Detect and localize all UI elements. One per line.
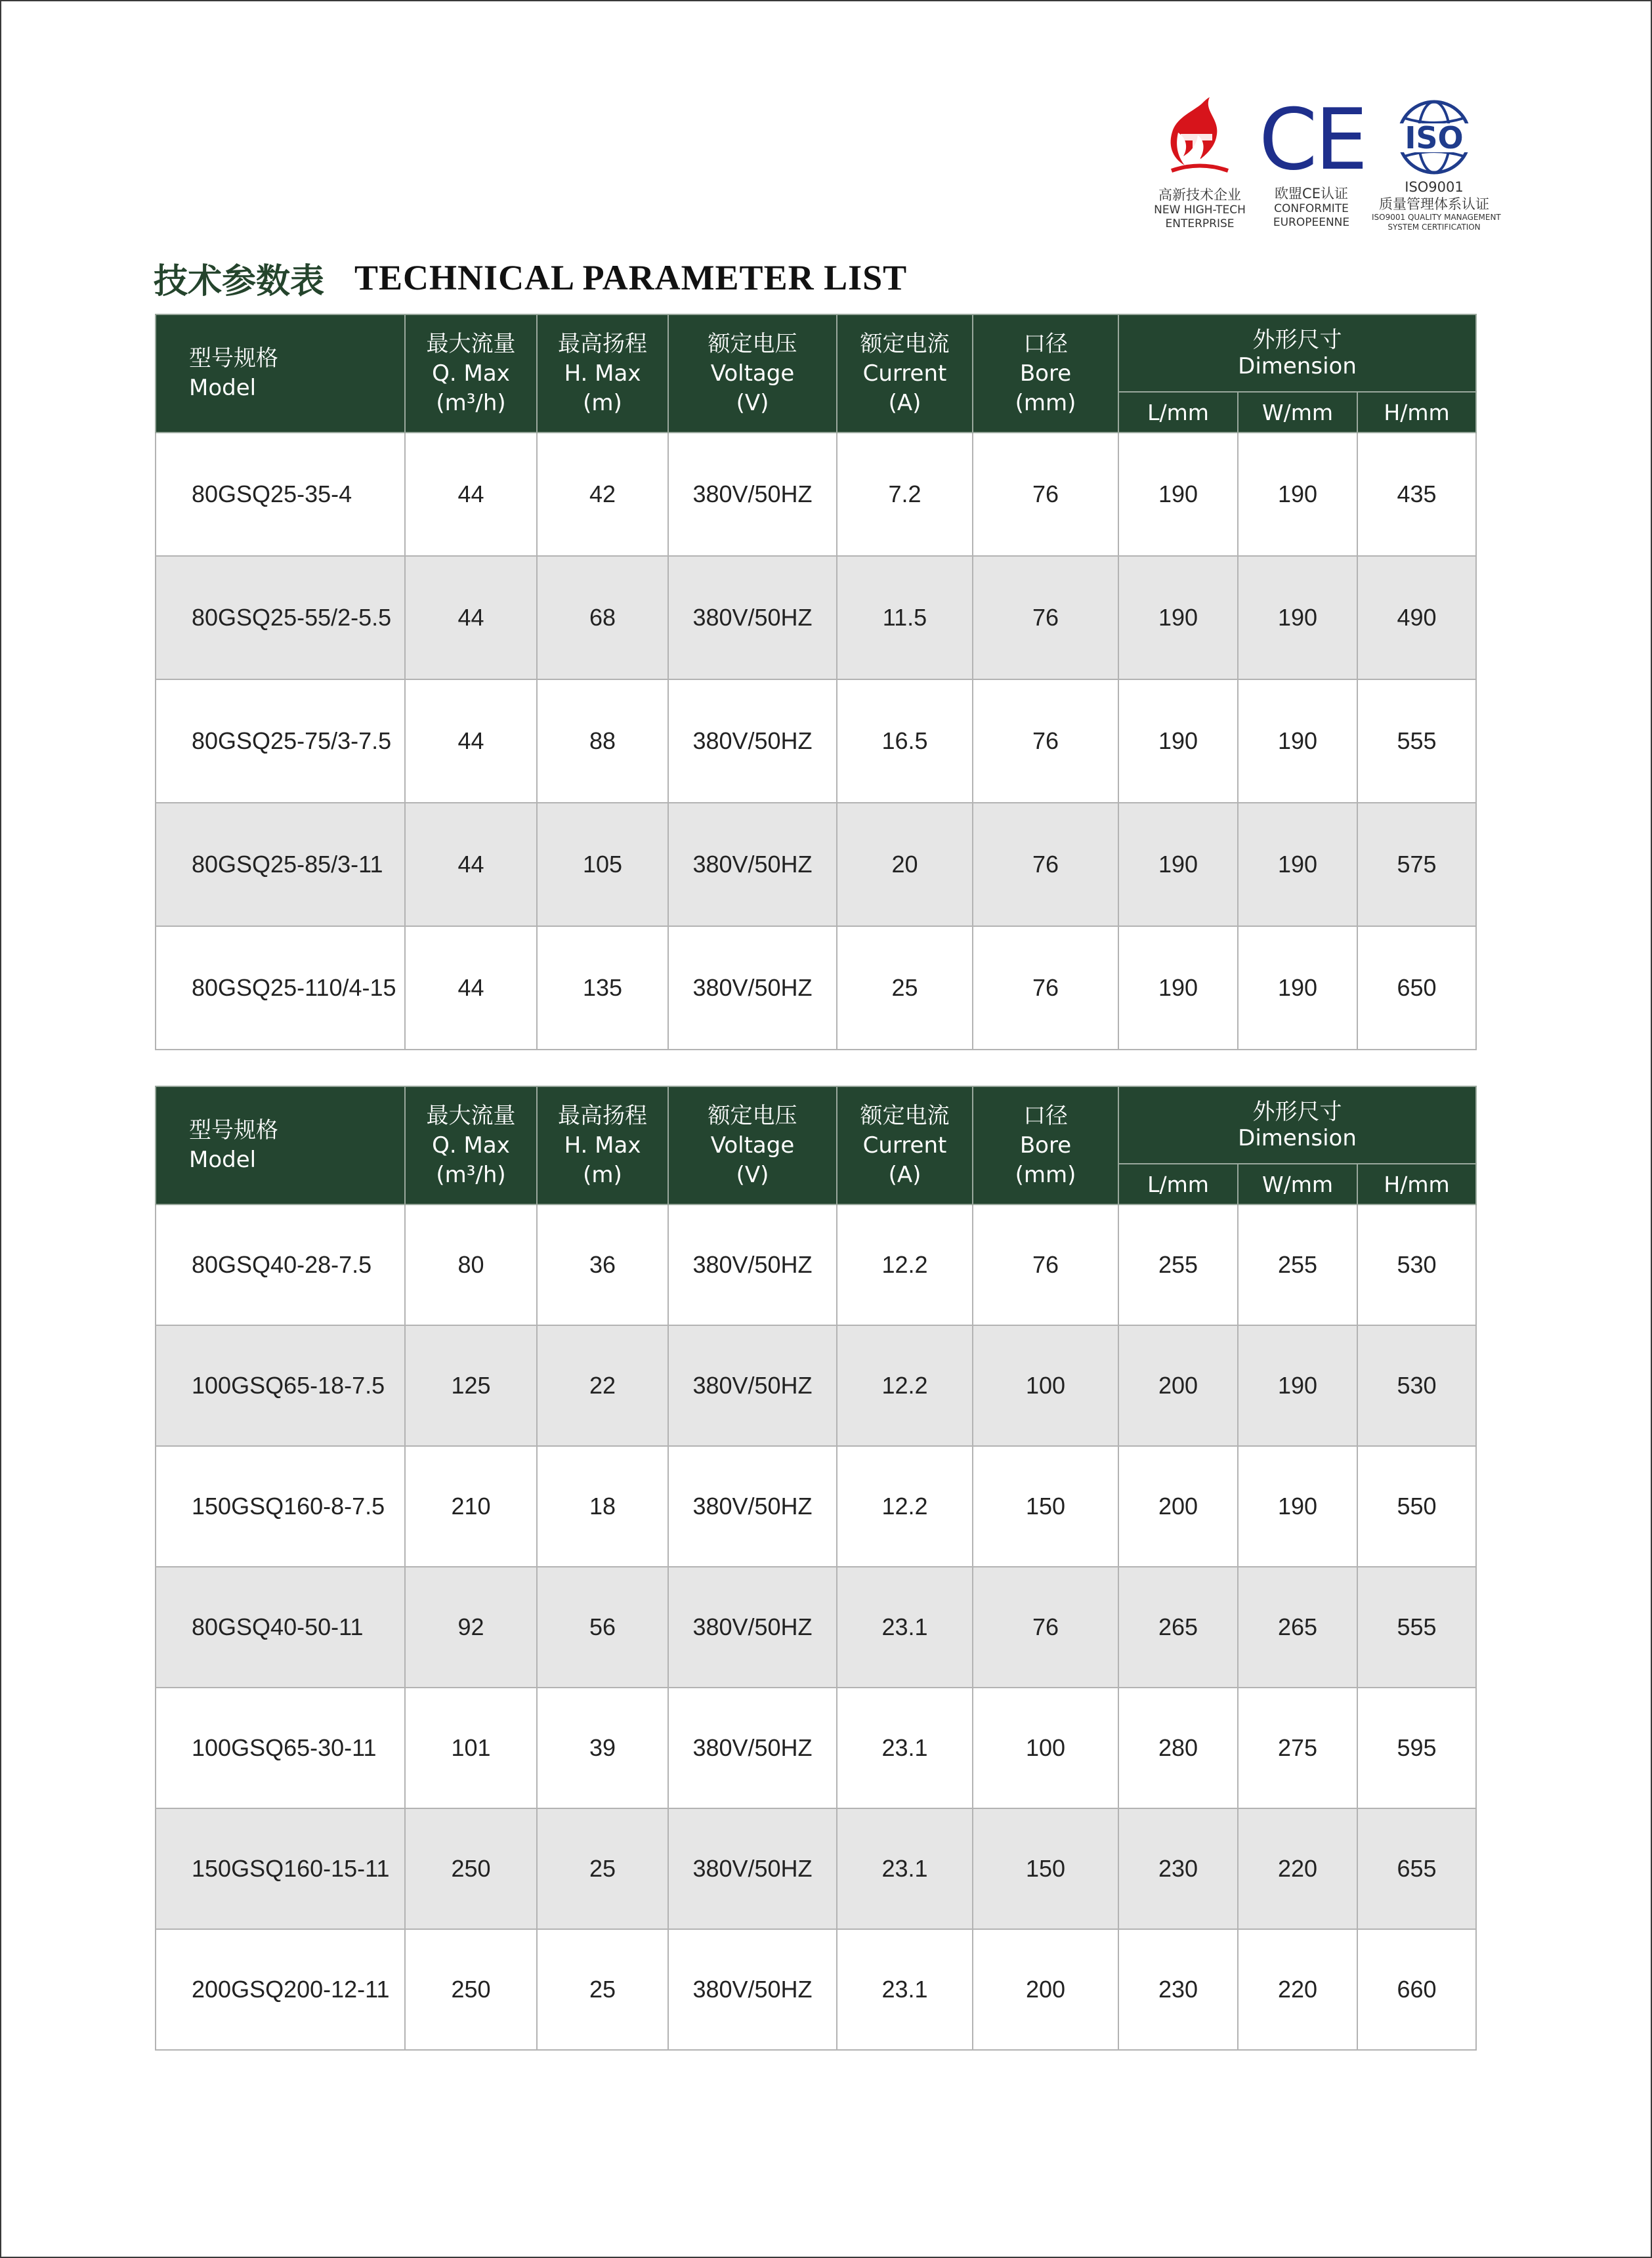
cell-bore: 76 [973,803,1118,926]
cell-qmax: 44 [405,926,537,1050]
table-row [156,926,1476,1050]
header-length: L/mm [1118,392,1238,433]
section-title [154,251,907,304]
cell-voltage: 380V/50HZ [668,1688,837,1808]
iso-mark-text: ISO [1405,120,1464,156]
cell-voltage: 380V/50HZ [668,926,837,1050]
cell-hmax: 42 [537,433,668,556]
cell-hmax: 68 [537,556,668,679]
hightech-caption-en-1: NEW HIGH-TECH [1154,203,1246,217]
header-current: 额定电流 Current (A) [837,1086,973,1204]
cell-model: 150GSQ160-15-11 [156,1808,405,1929]
header-dimension: 外形尺寸 Dimension [1118,314,1476,392]
cell-voltage: 380V/50HZ [668,803,837,926]
cell-hmax: 39 [537,1688,668,1808]
table-body [156,433,1476,1050]
cell-current: 23.1 [837,1808,973,1929]
cell-qmax: 250 [405,1808,537,1929]
cell-model: 80GSQ40-50-11 [156,1567,405,1688]
header-height: H/mm [1357,1164,1476,1204]
table-row [156,679,1476,803]
cell-l: 255 [1118,1204,1238,1325]
cell-voltage: 380V/50HZ [668,1567,837,1688]
cell-current: 23.1 [837,1688,973,1808]
cell-qmax: 210 [405,1446,537,1567]
header-width: W/mm [1238,392,1357,433]
ce-caption-en-2: EUROPEENNE [1273,216,1350,229]
cell-current: 16.5 [837,679,973,803]
cell-qmax: 92 [405,1567,537,1688]
cell-bore: 76 [973,679,1118,803]
section-title-en: TECHNICAL PARAMETER LIST [354,258,908,297]
table-row [156,1446,1476,1567]
iso-caption-en-1: ISO9001 QUALITY MANAGEMENT [1372,213,1501,222]
cell-bore: 76 [973,1204,1118,1325]
table-row [156,1204,1476,1325]
cell-l: 230 [1118,1929,1238,2050]
cell-w: 190 [1238,926,1357,1050]
cell-h: 435 [1357,433,1476,556]
cell-hmax: 88 [537,679,668,803]
iso-caption-cn-2: 质量管理体系认证 [1379,196,1489,212]
cell-voltage: 380V/50HZ [668,1325,837,1446]
header-qmax: 最大流量 Q. Max (m³/h) [405,1086,537,1204]
table-row [156,556,1476,679]
ce-certification-logo [1259,91,1366,230]
cell-bore: 150 [973,1446,1118,1567]
cell-model: 100GSQ65-18-7.5 [156,1325,405,1446]
cell-model: 200GSQ200-12-11 [156,1929,405,2050]
parameter-table-1 [155,314,1477,1050]
cell-w: 255 [1238,1204,1357,1325]
cell-voltage: 380V/50HZ [668,1929,837,2050]
cell-l: 230 [1118,1808,1238,1929]
cell-bore: 100 [973,1325,1118,1446]
cell-h: 550 [1357,1446,1476,1567]
cell-current: 20 [837,803,973,926]
cell-current: 23.1 [837,1929,973,2050]
table-row [156,803,1476,926]
cell-h: 555 [1357,679,1476,803]
ce-mark-icon: CE [1259,91,1366,189]
hightech-caption-cn: 高新技术企业 [1158,187,1241,203]
cell-h: 655 [1357,1808,1476,1929]
cell-voltage: 380V/50HZ [668,1204,837,1325]
header-voltage: 额定电压 Voltage (V) [668,314,837,433]
cell-l: 190 [1118,803,1238,926]
header-bore: 口径 Bore (mm) [973,314,1118,433]
ce-caption-cn: 欧盟CE认证 [1275,186,1348,202]
table-row [156,433,1476,556]
cell-bore: 76 [973,556,1118,679]
cell-qmax: 125 [405,1325,537,1446]
high-tech-enterprise-logo [1147,92,1252,231]
cell-voltage: 380V/50HZ [668,1446,837,1567]
cell-w: 220 [1238,1808,1357,1929]
header-hmax: 最高扬程 H. Max (m) [537,1086,668,1204]
cell-w: 220 [1238,1929,1357,2050]
cell-model: 80GSQ25-35-4 [156,433,405,556]
cell-h: 575 [1357,803,1476,926]
iso-globe-icon [1391,98,1477,176]
cell-h: 530 [1357,1204,1476,1325]
cell-bore: 76 [973,926,1118,1050]
cell-voltage: 380V/50HZ [668,1808,837,1929]
cell-l: 265 [1118,1567,1238,1688]
cell-voltage: 380V/50HZ [668,433,837,556]
cell-h: 530 [1357,1325,1476,1446]
ce-caption-en-1: CONFORMITE [1274,202,1349,215]
cell-l: 190 [1118,926,1238,1050]
cell-l: 200 [1118,1325,1238,1446]
cell-bore: 200 [973,1929,1118,2050]
cell-w: 190 [1238,803,1357,926]
cell-h: 660 [1357,1929,1476,2050]
header-bore: 口径 Bore (mm) [973,1086,1118,1204]
cell-qmax: 80 [405,1204,537,1325]
cell-w: 190 [1238,556,1357,679]
cell-qmax: 44 [405,679,537,803]
table-row [156,1688,1476,1808]
cell-qmax: 44 [405,433,537,556]
cell-hmax: 135 [537,926,668,1050]
cell-hmax: 25 [537,1929,668,2050]
header-model: 型号规格 Model [156,1086,405,1204]
table-row [156,1929,1476,2050]
cell-hmax: 36 [537,1204,668,1325]
cell-w: 265 [1238,1567,1357,1688]
high-tech-flame-icon [1164,92,1236,184]
cell-current: 12.2 [837,1325,973,1446]
cell-model: 80GSQ40-28-7.5 [156,1204,405,1325]
cell-current: 7.2 [837,433,973,556]
cell-voltage: 380V/50HZ [668,556,837,679]
section-title-cn: 技术参数表 [154,261,325,301]
cell-w: 275 [1238,1688,1357,1808]
cell-bore: 100 [973,1688,1118,1808]
cell-h: 490 [1357,556,1476,679]
cell-hmax: 56 [537,1567,668,1688]
table-row [156,1567,1476,1688]
cell-w: 190 [1238,679,1357,803]
cell-model: 150GSQ160-8-7.5 [156,1446,405,1567]
table-row [156,1325,1476,1446]
header-model: 型号规格 Model [156,314,405,433]
cell-current: 25 [837,926,973,1050]
hightech-caption-en-2: ENTERPRISE [1165,217,1235,230]
header-voltage: 额定电压 Voltage (V) [668,1086,837,1204]
cell-current: 12.2 [837,1446,973,1567]
cell-w: 190 [1238,1446,1357,1567]
cell-h: 595 [1357,1688,1476,1808]
cell-h: 650 [1357,926,1476,1050]
header-dimension: 外形尺寸 Dimension [1118,1086,1476,1164]
cell-qmax: 44 [405,556,537,679]
cell-qmax: 101 [405,1688,537,1808]
parameter-table-2 [155,1086,1477,2051]
iso-certification-logo [1372,98,1501,232]
cell-bore: 76 [973,433,1118,556]
cell-bore: 76 [973,1567,1118,1688]
cell-hmax: 18 [537,1446,668,1567]
cell-model: 80GSQ25-85/3-11 [156,803,405,926]
cell-current: 23.1 [837,1567,973,1688]
cell-w: 190 [1238,433,1357,556]
cell-l: 200 [1118,1446,1238,1567]
header-height: H/mm [1357,392,1476,433]
cell-l: 280 [1118,1688,1238,1808]
cell-qmax: 44 [405,803,537,926]
cell-model: 80GSQ25-75/3-7.5 [156,679,405,803]
cell-l: 190 [1118,433,1238,556]
iso-caption-en-2: SYSTEM CERTIFICATION [1387,223,1481,232]
header-current: 额定电流 Current (A) [837,314,973,433]
table-header [156,1086,1476,1204]
header-hmax: 最高扬程 H. Max (m) [537,314,668,433]
table-row [156,1808,1476,1929]
table-header [156,314,1476,433]
cell-model: 100GSQ65-30-11 [156,1688,405,1808]
cell-model: 80GSQ25-55/2-5.5 [156,556,405,679]
cell-current: 11.5 [837,556,973,679]
cell-qmax: 250 [405,1929,537,2050]
cell-w: 190 [1238,1325,1357,1446]
cell-l: 190 [1118,679,1238,803]
cell-current: 12.2 [837,1204,973,1325]
cell-hmax: 25 [537,1808,668,1929]
cell-bore: 150 [973,1808,1118,1929]
cell-hmax: 22 [537,1325,668,1446]
cell-model: 80GSQ25-110/4-15 [156,926,405,1050]
table-body [156,1204,1476,2050]
iso-caption-cn-1: ISO9001 [1405,179,1464,195]
cell-h: 555 [1357,1567,1476,1688]
cell-voltage: 380V/50HZ [668,679,837,803]
header-length: L/mm [1118,1164,1238,1204]
cell-hmax: 105 [537,803,668,926]
cell-l: 190 [1118,556,1238,679]
header-qmax: 最大流量 Q. Max (m³/h) [405,314,537,433]
header-width: W/mm [1238,1164,1357,1204]
